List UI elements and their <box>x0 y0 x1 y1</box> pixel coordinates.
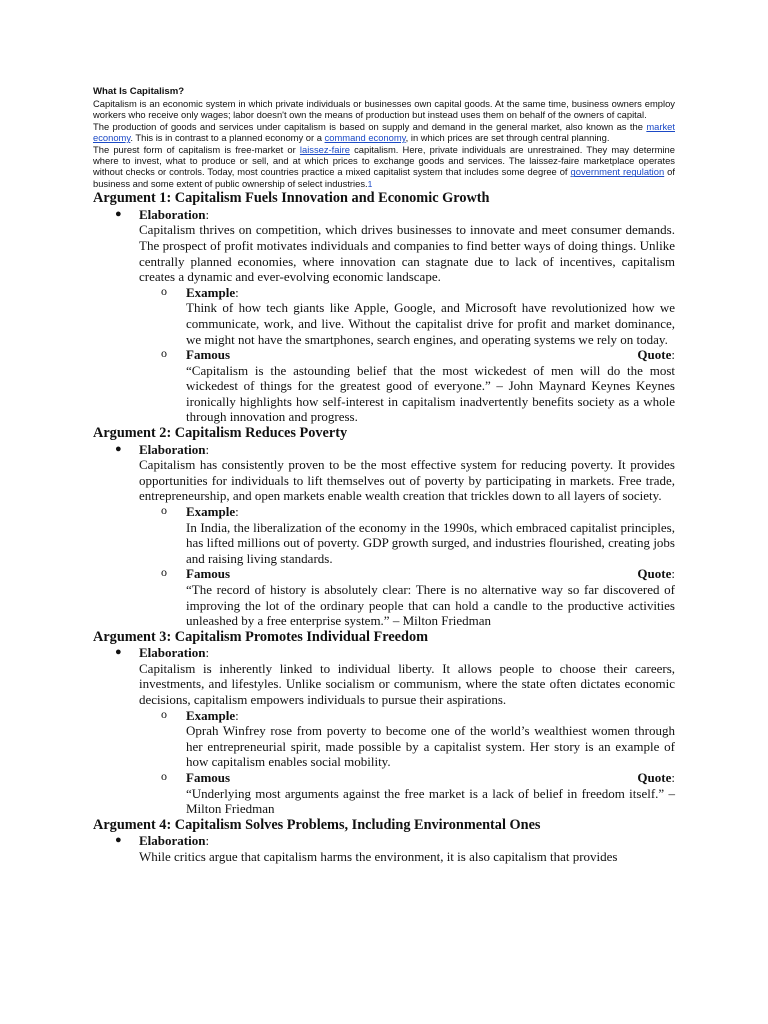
famous-quote-label <box>186 347 675 363</box>
circle-bullet-icon: o <box>161 283 167 298</box>
elaboration-text: Capitalism is inherently linked to individual liberty. It allows people to choose their careers, investments, and lifestyles. Unlike socialism or communism, where the state often dictates economic decisions, capitalism empowers individuals to pursue their aspirations. <box>139 660 675 707</box>
quote-label: Quote <box>637 769 672 785</box>
intro-paragraph-3 <box>93 144 675 191</box>
example-label: Example <box>186 284 236 300</box>
intro-text: , in which prices are set through central planning. <box>405 132 610 144</box>
intro-text: capitalism. Here, private individuals are unrestrained. They may determine where to invest, what to produce or sell, and at which prices to exchange goods and services. The laissez-faire marketplace operates without checks or controls. Today, most countries practice a mixed capitalist system that includes some degree of <box>93 143 675 178</box>
famous-quote-label <box>186 566 675 582</box>
intro-paragraph-1: Capitalism is an economic system in which private individuals or businesses own capital goods. At the same time, business owners employ workers who receive only wages; labor doesn't own the means of production but instead uses them on behalf of the owners of capital. <box>93 98 675 121</box>
elaboration-item <box>93 207 675 223</box>
argument-4 <box>93 817 675 865</box>
argument-heading: Argument 2: Capitalism Reduces Poverty <box>93 425 348 442</box>
example-item <box>93 285 675 301</box>
example-text: In India, the liberalization of the economy in the 1990s, which embraced capitalist principles, has lifted millions out of poverty. GDP growth surged, and industries flourished, creating jobs and raising living standards. <box>186 519 675 566</box>
bullet-icon: ● <box>115 834 122 847</box>
argument-heading: Argument 3: Capitalism Promotes Individual Freedom <box>93 628 429 645</box>
market-economy-link[interactable]: market economy <box>93 120 675 144</box>
quote-text: “Capitalism is the astounding belief that the most wickedest of men will do the most wickedest of things for the greatest good of everyone.” – John Maynard Keynes Keynes ironically highlights how self-interest in capitalism inadvertently benefits society as a whole through innovation and progress. <box>186 362 675 425</box>
example-text: Oprah Winfrey rose from poverty to become one of the world’s wealthiest women through her entrepreneurial spirit, made possible by a capitalist system. Her story is an example of how capitalism enables social mobility. <box>186 723 675 770</box>
bullet-icon: ● <box>115 442 122 455</box>
quote-item <box>93 770 675 786</box>
bullet-icon: ● <box>115 646 122 659</box>
document-page <box>93 86 675 864</box>
quote-text: “The record of history is absolutely clear: There is no alternative way so far discovered of improving the lot of the ordinary people that can hold a candle to the productive activities unleashed by a free enterprise system.” – Milton Friedman <box>186 581 675 629</box>
elaboration-label: Elaboration <box>139 206 206 222</box>
circle-bullet-icon: o <box>161 768 167 783</box>
elaboration-label: Elaboration <box>139 645 206 661</box>
example-item <box>93 708 675 724</box>
elaboration-text: Capitalism thrives on competition, which drives businesses to innovate and meet consumer demands. The prospect of profit motivates individuals and companies to find better ways of doing things. Unlike centrally planned economies, where innovation can stagnate due to lack of incentives, capitalism creates a dynamic and ever-evolving economic landscape. <box>139 222 675 285</box>
circle-bullet-icon: o <box>161 346 167 361</box>
intro-title: What Is Capitalism? <box>93 86 185 97</box>
quote-text: “Underlying most arguments against the free market is a lack of belief in freedom itself.” – Milton Friedman <box>186 785 675 817</box>
elaboration-label: Elaboration <box>139 833 206 849</box>
quote-item <box>93 347 675 363</box>
elaboration-text: Capitalism has consistently proven to be the most effective system for reducing poverty. It provides opportunities for individuals to lift themselves out of poverty by participating in markets. Free trade, entrepreneurship, and open markets enable wealth creation that trickles down to all layers of society. <box>139 457 675 504</box>
intro-text: The purest form of capitalism is free-market or <box>93 143 300 155</box>
government-regulation-link[interactable]: government regulation <box>570 166 665 178</box>
circle-bullet-icon: o <box>161 502 167 517</box>
colon: : <box>205 441 210 457</box>
colon: : <box>235 503 239 519</box>
argument-1 <box>93 190 675 425</box>
famous-label: Famous <box>186 566 231 582</box>
intro-section <box>93 86 675 190</box>
elaboration-text: While critics argue that capitalism harms the environment, it is also capitalism that provides <box>139 848 618 864</box>
quote-item <box>93 566 675 582</box>
quote-label: Quote <box>637 347 672 363</box>
colon: : <box>205 645 210 661</box>
intro-paragraph-2 <box>93 121 675 144</box>
colon: : <box>671 769 675 785</box>
example-item <box>93 504 675 520</box>
argument-heading: Argument 4: Capitalism Solves Problems, Including Environmental Ones <box>93 816 541 833</box>
colon: : <box>235 707 239 723</box>
famous-label: Famous <box>186 347 231 363</box>
elaboration-item <box>93 833 675 849</box>
circle-bullet-icon: o <box>161 706 167 721</box>
circle-bullet-icon: o <box>161 565 167 580</box>
command-economy-link[interactable]: command economy <box>324 132 406 144</box>
intro-text: of business and some extent of public ownership of select industries. <box>93 166 675 189</box>
footnote-link[interactable]: 1 <box>367 178 373 189</box>
laissez-faire-link[interactable]: laissez-faire <box>299 143 350 155</box>
bullet-icon: ● <box>115 207 122 220</box>
elaboration-item <box>93 645 675 661</box>
argument-2 <box>93 425 675 629</box>
colon: : <box>205 206 210 222</box>
quote-label: Quote <box>637 566 672 582</box>
example-label: Example <box>186 707 236 723</box>
example-label: Example <box>186 503 236 519</box>
argument-3 <box>93 629 675 817</box>
elaboration-item <box>93 442 675 458</box>
colon: : <box>235 284 239 300</box>
intro-text: . This is in contrast to a planned economy or a <box>130 132 325 144</box>
famous-quote-label <box>186 770 675 786</box>
famous-label: Famous <box>186 769 231 785</box>
arguments-section <box>93 190 675 864</box>
colon: : <box>205 833 210 849</box>
colon: : <box>671 566 675 582</box>
intro-text: The production of goods and services under capitalism is based on supply and demand in the general market, also known as the <box>93 120 647 132</box>
example-text: Think of how tech giants like Apple, Google, and Microsoft have revolutionized how we communicate, work, and live. Without the capitalist drive for profit and market dominance, we might not have the smartphones, search engines, and operating systems we rely on today. <box>186 300 675 347</box>
colon: : <box>671 347 675 363</box>
argument-heading: Argument 1: Capitalism Fuels Innovation and Economic Growth <box>93 190 490 207</box>
elaboration-label: Elaboration <box>139 441 206 457</box>
